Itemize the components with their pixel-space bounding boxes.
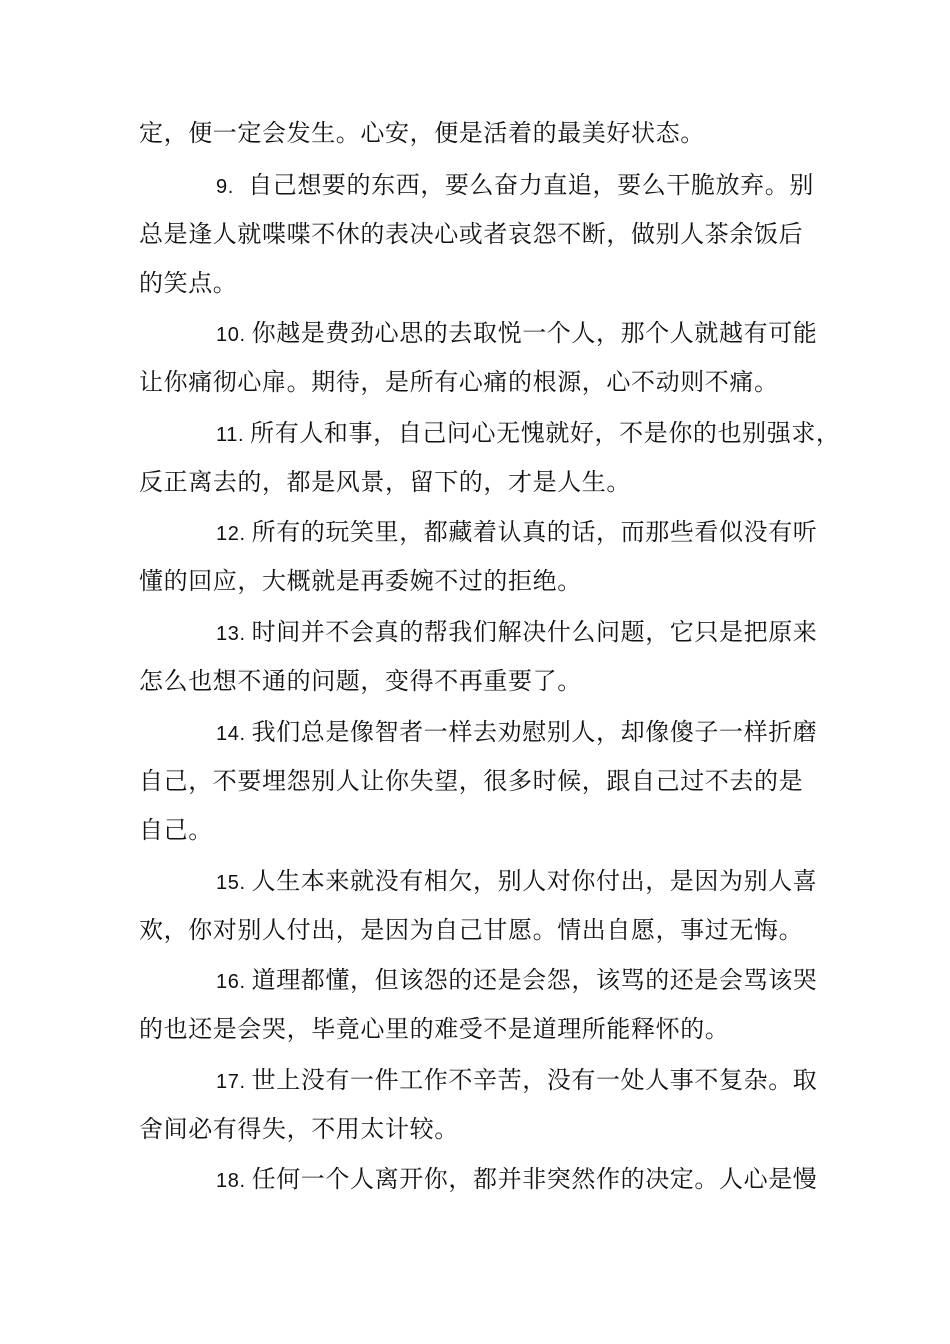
- text-line: 怎么也想不通的问题，变得不再重要了。: [139, 667, 582, 695]
- item-number: 9.: [216, 176, 234, 198]
- text-line: [216, 1164, 817, 1196]
- text-line: [216, 717, 817, 749]
- item-number: 16.: [216, 971, 246, 993]
- text-line: 懂的回应，大概就是再委婉不过的拒绝。: [139, 567, 582, 595]
- text-line: [216, 170, 814, 202]
- text-line: 让你痛彻心扉。期待，是所有心痛的根源，心不动则不痛。: [139, 368, 779, 396]
- text-line: 欢，你对别人付出，是因为自己甘愿。情出自愿，事过无悔。: [139, 916, 804, 944]
- item-number: 15.: [216, 872, 246, 894]
- text-line: 自己，不要埋怨别人让你失望，很多时候，跟自己过不去的是: [139, 767, 804, 795]
- text-line: 的笑点。: [139, 269, 238, 297]
- item-number: 18.: [216, 1170, 246, 1192]
- line-text: 任何一个人离开你，都并非突然作的决定。人心是慢: [251, 1165, 818, 1193]
- item-number: 11.: [216, 424, 245, 446]
- text-line: 的也还是会哭，毕竟心里的难受不是道理所能释怀的。: [139, 1015, 730, 1043]
- text-line: 定，便一定会发生。心安，便是活着的最美好状态。: [139, 119, 705, 147]
- text-line: [216, 617, 817, 649]
- text-line: 反正离去的，都是风景，留下的，才是人生。: [139, 468, 631, 496]
- line-text: 世上没有一件工作不辛苦，没有一处人事不复杂。取: [251, 1066, 818, 1094]
- line-text: 所有的玩笑里，都藏着认真的话，而那些看似没有听: [251, 518, 818, 546]
- text-line: [216, 1065, 817, 1097]
- item-number: 13.: [216, 623, 246, 645]
- line-text: 道理都懂，但该怨的还是会怨，该骂的还是会骂该哭: [251, 966, 818, 994]
- item-number: 10.: [216, 324, 246, 346]
- text-line: 总是逢人就喋喋不休的表决心或者哀怨不断，做别人茶余饭后: [139, 220, 804, 248]
- line-text: 你越是费劲心思的去取悦一个人，那个人就越有可能: [251, 319, 818, 347]
- text-line: [216, 866, 817, 898]
- line-text: 人生本来就没有相欠，别人对你付出，是因为别人喜: [251, 867, 818, 895]
- item-number: 12.: [216, 523, 246, 545]
- item-number: 17.: [216, 1071, 246, 1093]
- text-line: [216, 318, 817, 350]
- line-text: 时间并不会真的帮我们解决什么问题，它只是把原来: [251, 618, 818, 646]
- text-line: 自己。: [139, 816, 213, 844]
- text-line: [216, 517, 817, 549]
- text-line: [216, 418, 841, 450]
- line-text: 所有人和事，自己问心无愧就好，不是你的也别强求，: [250, 419, 841, 447]
- line-text: 我们总是像智者一样去劝慰别人，却像傻子一样折磨: [251, 718, 818, 746]
- item-number: 14.: [216, 723, 246, 745]
- line-text: 自己想要的东西，要么奋力直追，要么干脆放弃。别: [248, 171, 814, 199]
- text-line: 舍间必有得失，不用太计较。: [139, 1115, 459, 1143]
- text-line: [216, 965, 817, 997]
